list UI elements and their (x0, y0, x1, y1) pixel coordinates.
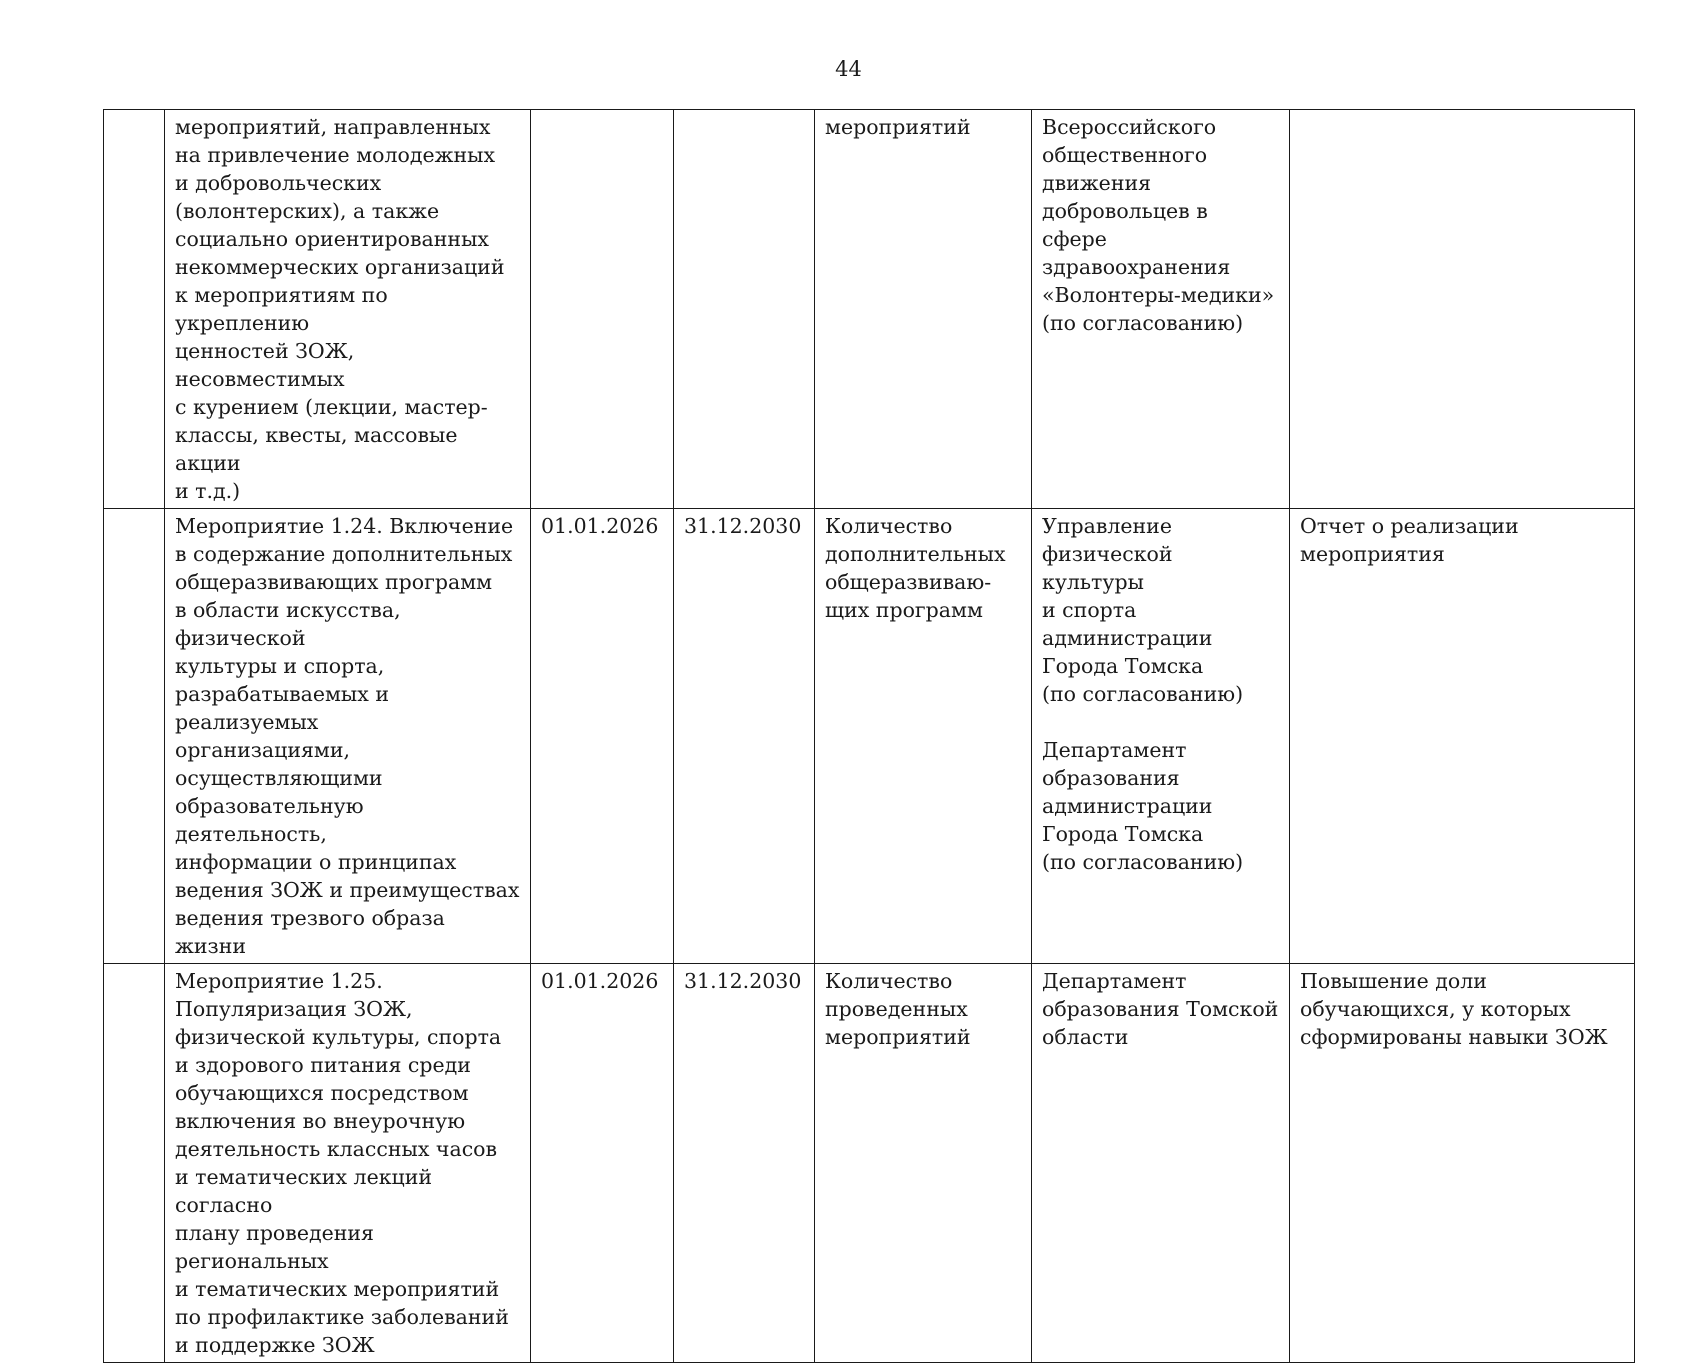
cell-result: Отчет о реализации мероприятия (1290, 509, 1635, 964)
cell-number (104, 110, 165, 509)
table-row (104, 110, 1635, 509)
cell-start-date: 01.01.2026 (531, 964, 674, 1363)
cell-end-date (674, 110, 815, 509)
cell-executor: Департамент образования Томской области (1032, 964, 1290, 1363)
cell-number (104, 964, 165, 1363)
cell-indicator: мероприятий (815, 110, 1032, 509)
cell-end-date: 31.12.2030 (674, 964, 815, 1363)
cell-activity: мероприятий, направленных на привлечение молодежных и добровольческих (волонтерских), а также социально ориентированных некоммерческих организаций к мероприятиям по укреплению ценностей ЗОЖ, несовместимых с курением (лекции, мастер- классы, квесты, массовые акции и т.д.) (165, 110, 531, 509)
table-row (104, 509, 1635, 964)
cell-executor: Управление физической культуры и спорта администрации Города Томска (по согласованию) Департамент образования администрации Города Томска (по согласованию) (1032, 509, 1290, 964)
table-row (104, 964, 1635, 1363)
cell-activity: Мероприятие 1.25. Популяризация ЗОЖ, физической культуры, спорта и здорового питания среди обучающихся посредством включения во внеурочную деятельность классных часов и тематических лекций согласно плану проведения региональных и тематических мероприятий по профилактике заболеваний и поддержке ЗОЖ (165, 964, 531, 1363)
cell-end-date: 31.12.2030 (674, 509, 815, 964)
cell-result: Повышение доли обучающихся, у которых сформированы навыки ЗОЖ (1290, 964, 1635, 1363)
cell-activity: Мероприятие 1.24. Включение в содержание дополнительных общеразвивающих программ в области искусства, физической культуры и спорта, разрабатываемых и реализуемых организациями, осуществляющими образовательную деятельность, информации о принципах ведения ЗОЖ и преимуществах ведения трезвого образа жизни (165, 509, 531, 964)
cell-start-date (531, 110, 674, 509)
cell-result (1290, 110, 1635, 509)
page-number: 44 (835, 57, 862, 81)
cell-start-date: 01.01.2026 (531, 509, 674, 964)
cell-executor: Всероссийского общественного движения добровольцев в сфере здравоохранения «Волонтеры-медики» (по согласованию) (1032, 110, 1290, 509)
cell-number (104, 509, 165, 964)
cell-indicator: Количество проведенных мероприятий (815, 964, 1032, 1363)
activities-table (103, 109, 1635, 1363)
cell-indicator: Количество дополнительных общеразвиваю- щих программ (815, 509, 1032, 964)
